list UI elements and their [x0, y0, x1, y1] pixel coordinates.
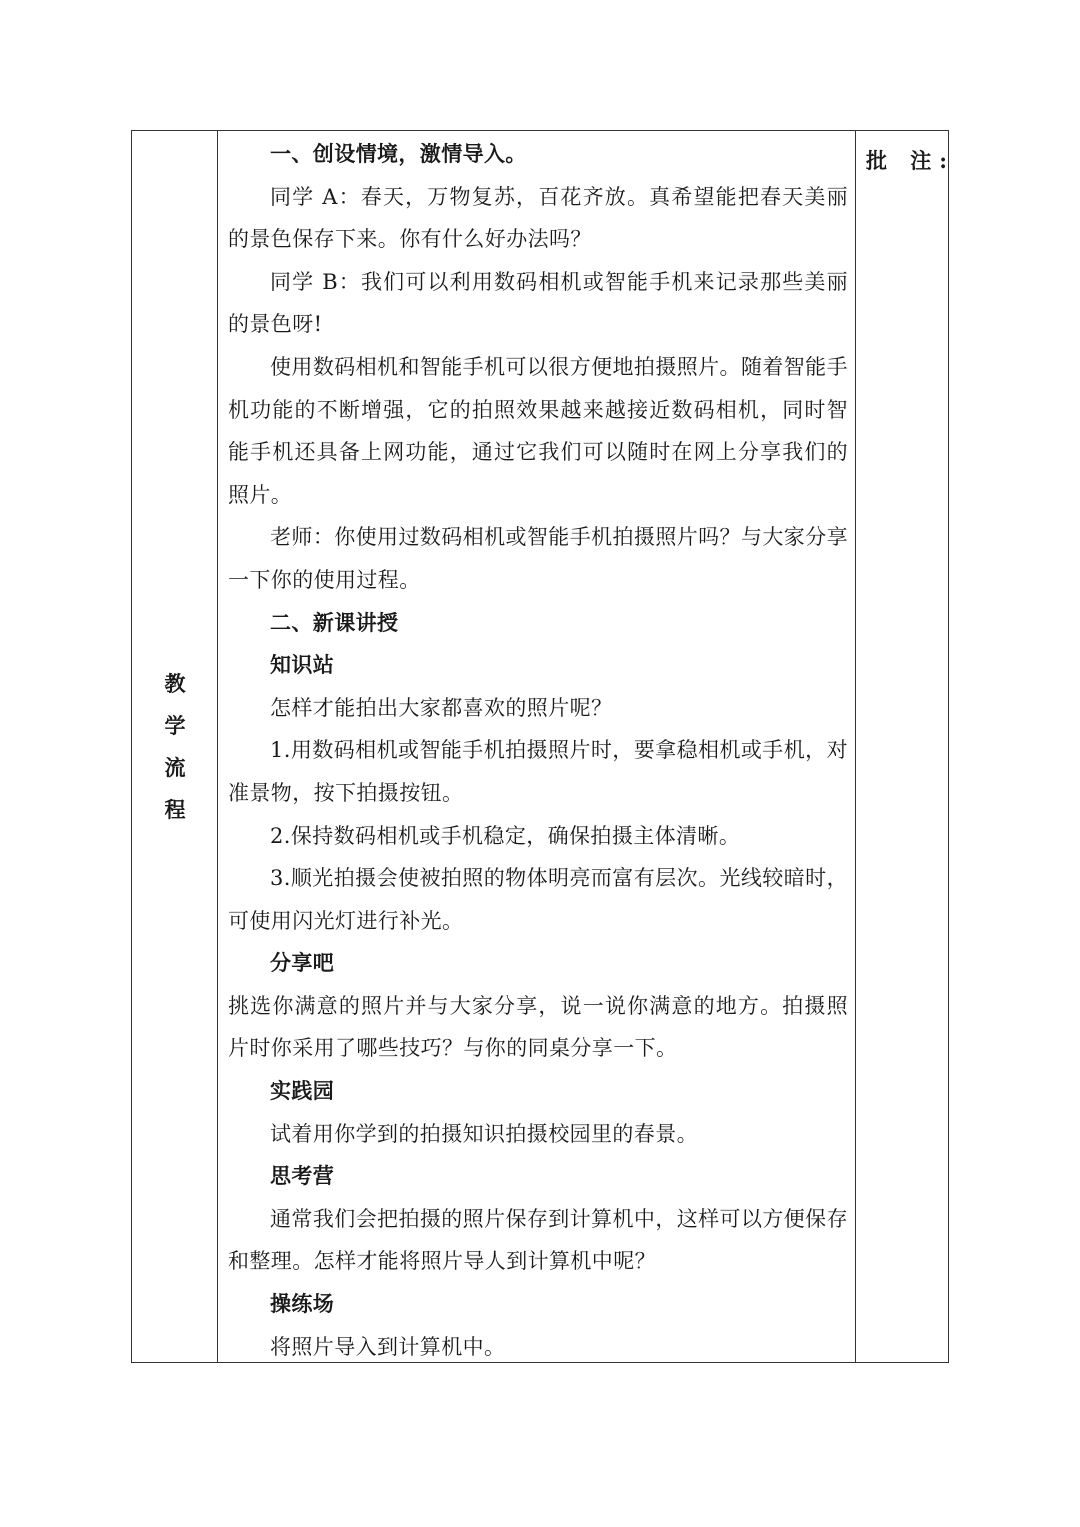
paragraph: 挑选你满意的照片并与大家分享，说一说你满意的地方。拍摄照片时你采用了哪些技巧？与你的同桌分享一下。: [228, 993, 848, 1061]
subheading-knowledge: 知识站: [270, 652, 335, 678]
paragraph: 试着用你学到的拍摄知识拍摄校园里的春景。: [270, 1121, 698, 1146]
subheading-practice: 实践园: [270, 1078, 335, 1104]
section-label-char: 流: [164, 755, 186, 780]
paragraph: 将照片导入到计算机中。: [270, 1334, 506, 1359]
list-item: 2.保持数码相机或手机稳定，确保拍摄主体清晰。: [270, 823, 741, 848]
paragraph: 使用数码相机和智能手机可以很方便地拍摄照片。随着智能手机功能的不断增强，它的拍照效果越来越接近数码相机，同时智能手机还具备上网功能，通过它我们可以随时在网上分享我们的照片。: [228, 354, 848, 507]
paragraph: 同学 B：我们可以利用数码相机或智能手机来记录那些美丽的景色呀!: [228, 269, 848, 337]
lesson-content: [228, 133, 848, 1368]
section-label-char: 教: [164, 671, 186, 696]
list-item: 1.用数码相机或智能手机拍摄照片时，要拿稳相机或手机，对准景物，按下拍摄按钮。: [228, 738, 848, 805]
subheading-share: 分享吧: [270, 950, 335, 976]
paragraph: 老师：你使用过数码相机或智能手机拍摄照片吗？与大家分享一下你的使用过程。: [228, 525, 848, 592]
annotation-label: 批 注:: [866, 148, 956, 173]
annotation-column: [855, 131, 956, 1362]
heading-scenario: 一、创设情境，激情导入。: [270, 141, 527, 166]
subheading-exercise: 操练场: [270, 1291, 335, 1317]
paragraph: 怎样才能拍出大家都喜欢的照片呢？: [270, 695, 613, 720]
paragraph: 同学 A：春天，万物复苏，百花齐放。真希望能把春天美丽的景色保存下来。你有什么好办法吗？: [228, 184, 848, 252]
section-label: [132, 663, 218, 831]
paragraph: 通常我们会把拍摄的照片保存到计算机中，这样可以方便保存和整理。怎样才能将照片导人到计算机中呢？: [228, 1206, 848, 1274]
section-label-char: 学: [164, 713, 186, 738]
section-label-char: 程: [164, 797, 186, 822]
subheading-think: 思考营: [270, 1163, 335, 1189]
lesson-plan-table: [131, 130, 956, 1363]
heading-new-lesson: 二、新课讲授: [270, 609, 399, 635]
list-item: 3.顺光拍摄会使被拍照的物体明亮而富有层次。光线较暗时，可使用闪光灯进行补光。: [228, 866, 848, 933]
section-label-column: [132, 131, 218, 1362]
